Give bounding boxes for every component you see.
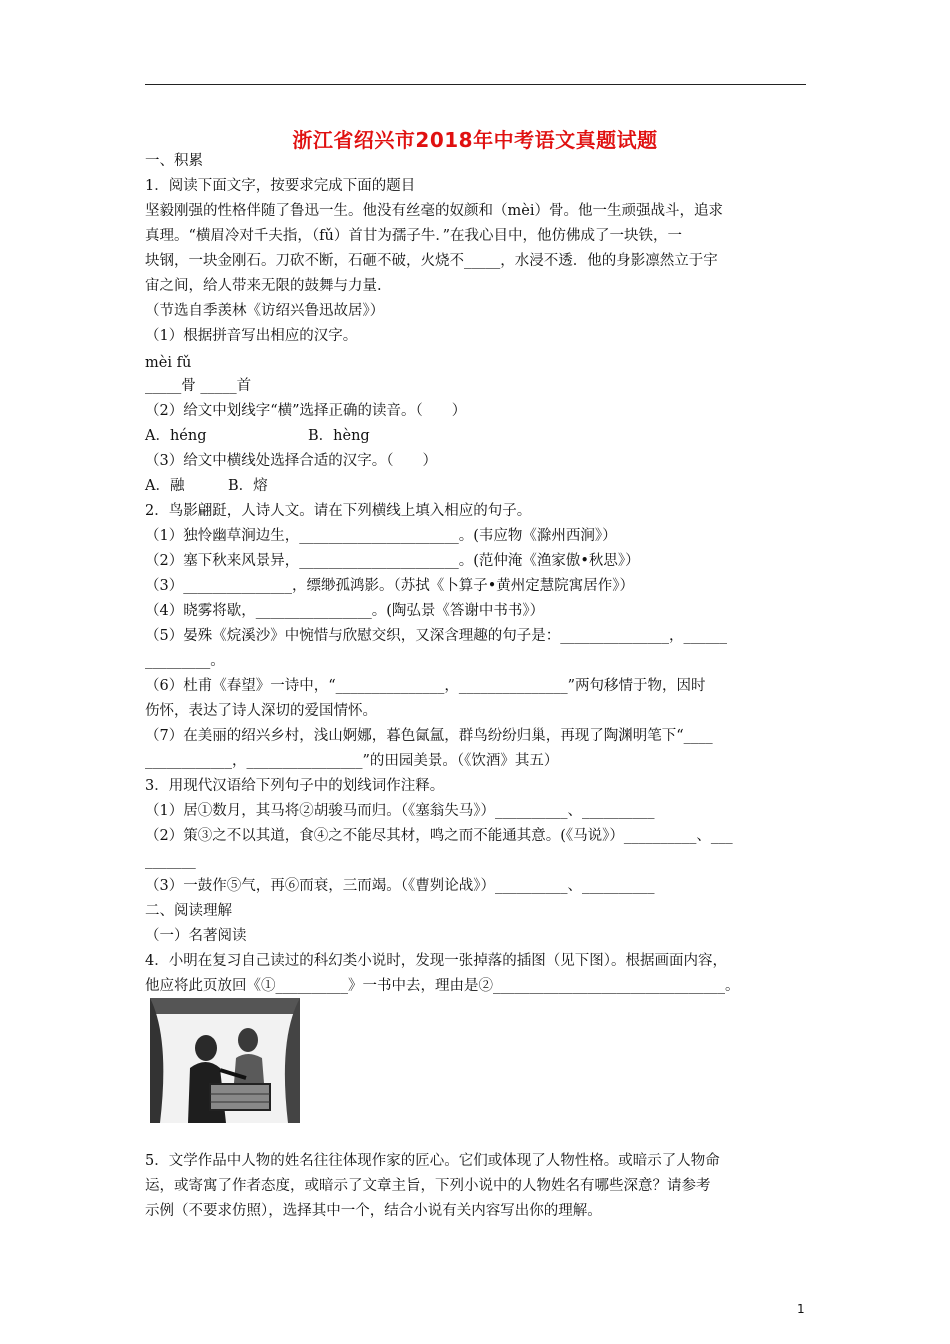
question-line: （2）策③之不以其道，食④之不能尽其材，鸣之而不能通其意。(《马说》）__________、___ [145,828,733,844]
answer-line: _____骨 _____首 [145,378,252,394]
document-title: 浙江省绍兴市2018年中考语文真题试题 [292,128,658,152]
question-line: （5）晏殊《烷溪沙》中惋惜与欣慰交织，又深含理趣的句子是：_______________，______ [145,628,727,644]
section-heading: 一、积累 [145,153,203,169]
question-line: （6）杜甫《春望》一诗中，“_______________，_______________”两句移情于物，因时 [145,678,706,694]
question-line: （4）晓雾将歇，________________。(陶弘景《答谢中书书》） [145,603,545,619]
question-line: 1．阅读下面文字，按要求完成下面的题目 [145,178,416,194]
passage-line: 坚毅刚强的性格伴随了鲁迅一生。他没有丝毫的奴颜和（mèi）骨。他一生顽强战斗，追求 [145,203,723,219]
question-line: 3．用现代汉语给下列句子中的划线词作注释。 [145,778,445,794]
question-line: （2）塞下秋来风景异，______________________。(范仲淹《渔家傲•秋思》） [145,553,640,569]
question-line: 他应将此页放回《①__________》一书中去，理由是②________________________________。 [145,978,740,994]
question-line: （3）一鼓作⑤气，再⑥而衰，三而竭。（《曹刿论战》）__________、__________ [145,878,655,894]
section-heading: 二、阅读理解 [145,903,232,919]
illustration-image [150,998,300,1123]
source-note: （节选自季羡林《访绍兴鲁迅故居》） [145,303,385,319]
question-line: ____________，________________”的田园美景。（《饮酒》其五） [145,753,559,769]
pinyin-line: mèi fǔ [145,355,192,371]
option-line: A．融 B．熔 [145,478,268,494]
question-line: _______ [145,853,196,869]
question-line: _________。 [145,653,225,669]
question-line: （1）居①数月，其马将②胡骏马而归。（《塞翁失马》）__________、__________ [145,803,655,819]
header-rule [145,84,806,85]
question-line: （3）给文中横线处选择合适的汉字。（ ） [145,453,437,469]
passage-line: 块钢，一块金刚石。刀砍不断，石砸不破，火烧不_____，水浸不透．他的身影凛然立于宇 [145,253,718,269]
question-line: 运，或寄寓了作者态度，或暗示了文章主旨，下列小说中的人物姓名有哪些深意？请参考 [145,1178,711,1194]
question-line: 伤怀，表达了诗人深切的爱国情怀。 [145,703,377,719]
passage-line: 宙之间，给人带来无限的鼓舞与力量. [145,278,382,294]
option-line: A．héng B．hèng [145,428,370,444]
question-line: （3）_______________，缥缈孤鸿影。（苏拭《卜算子•黄州定慧院寓居作》） [145,578,635,594]
question-line: 2．鸟影翩跹，人诗人文。请在下列横线上填入相应的句子。 [145,503,532,519]
question-line: （7）在美丽的绍兴乡村，浅山婀娜，暮色氤氲，群鸟纷纷归巢，再现了陶渊明笔下“____ [145,728,713,744]
question-line: （1）根据拼音写出相应的汉字。 [145,328,358,344]
subsection-heading: （一）名著阅读 [145,928,247,944]
question-line: （2）给文中划线字“横”选择正确的读音。（ ） [145,403,467,419]
page-number: 1 [797,1302,805,1316]
question-line: 示例（不要求仿照），选择其中一个，结合小说有关内容写出你的理解。 [145,1203,602,1219]
passage-line: 真理。“横眉冷对千夫指，（fǔ）首甘为孺子牛．”在我心目中，他仿佛成了一块铁，一 [145,228,683,244]
question-line: 5．文学作品中人物的姓名往往体现作家的匠心。它们或体现了人物性格。或暗示了人物命 [145,1153,720,1169]
question-line: （1）独怜幽草涧边生，______________________。(韦应物《滁州西涧》） [145,528,617,544]
question-line: 4．小明在复习自己读过的科幻类小说时，发现一张掉落的插图（见下图）。根据画面内容， [145,953,727,969]
